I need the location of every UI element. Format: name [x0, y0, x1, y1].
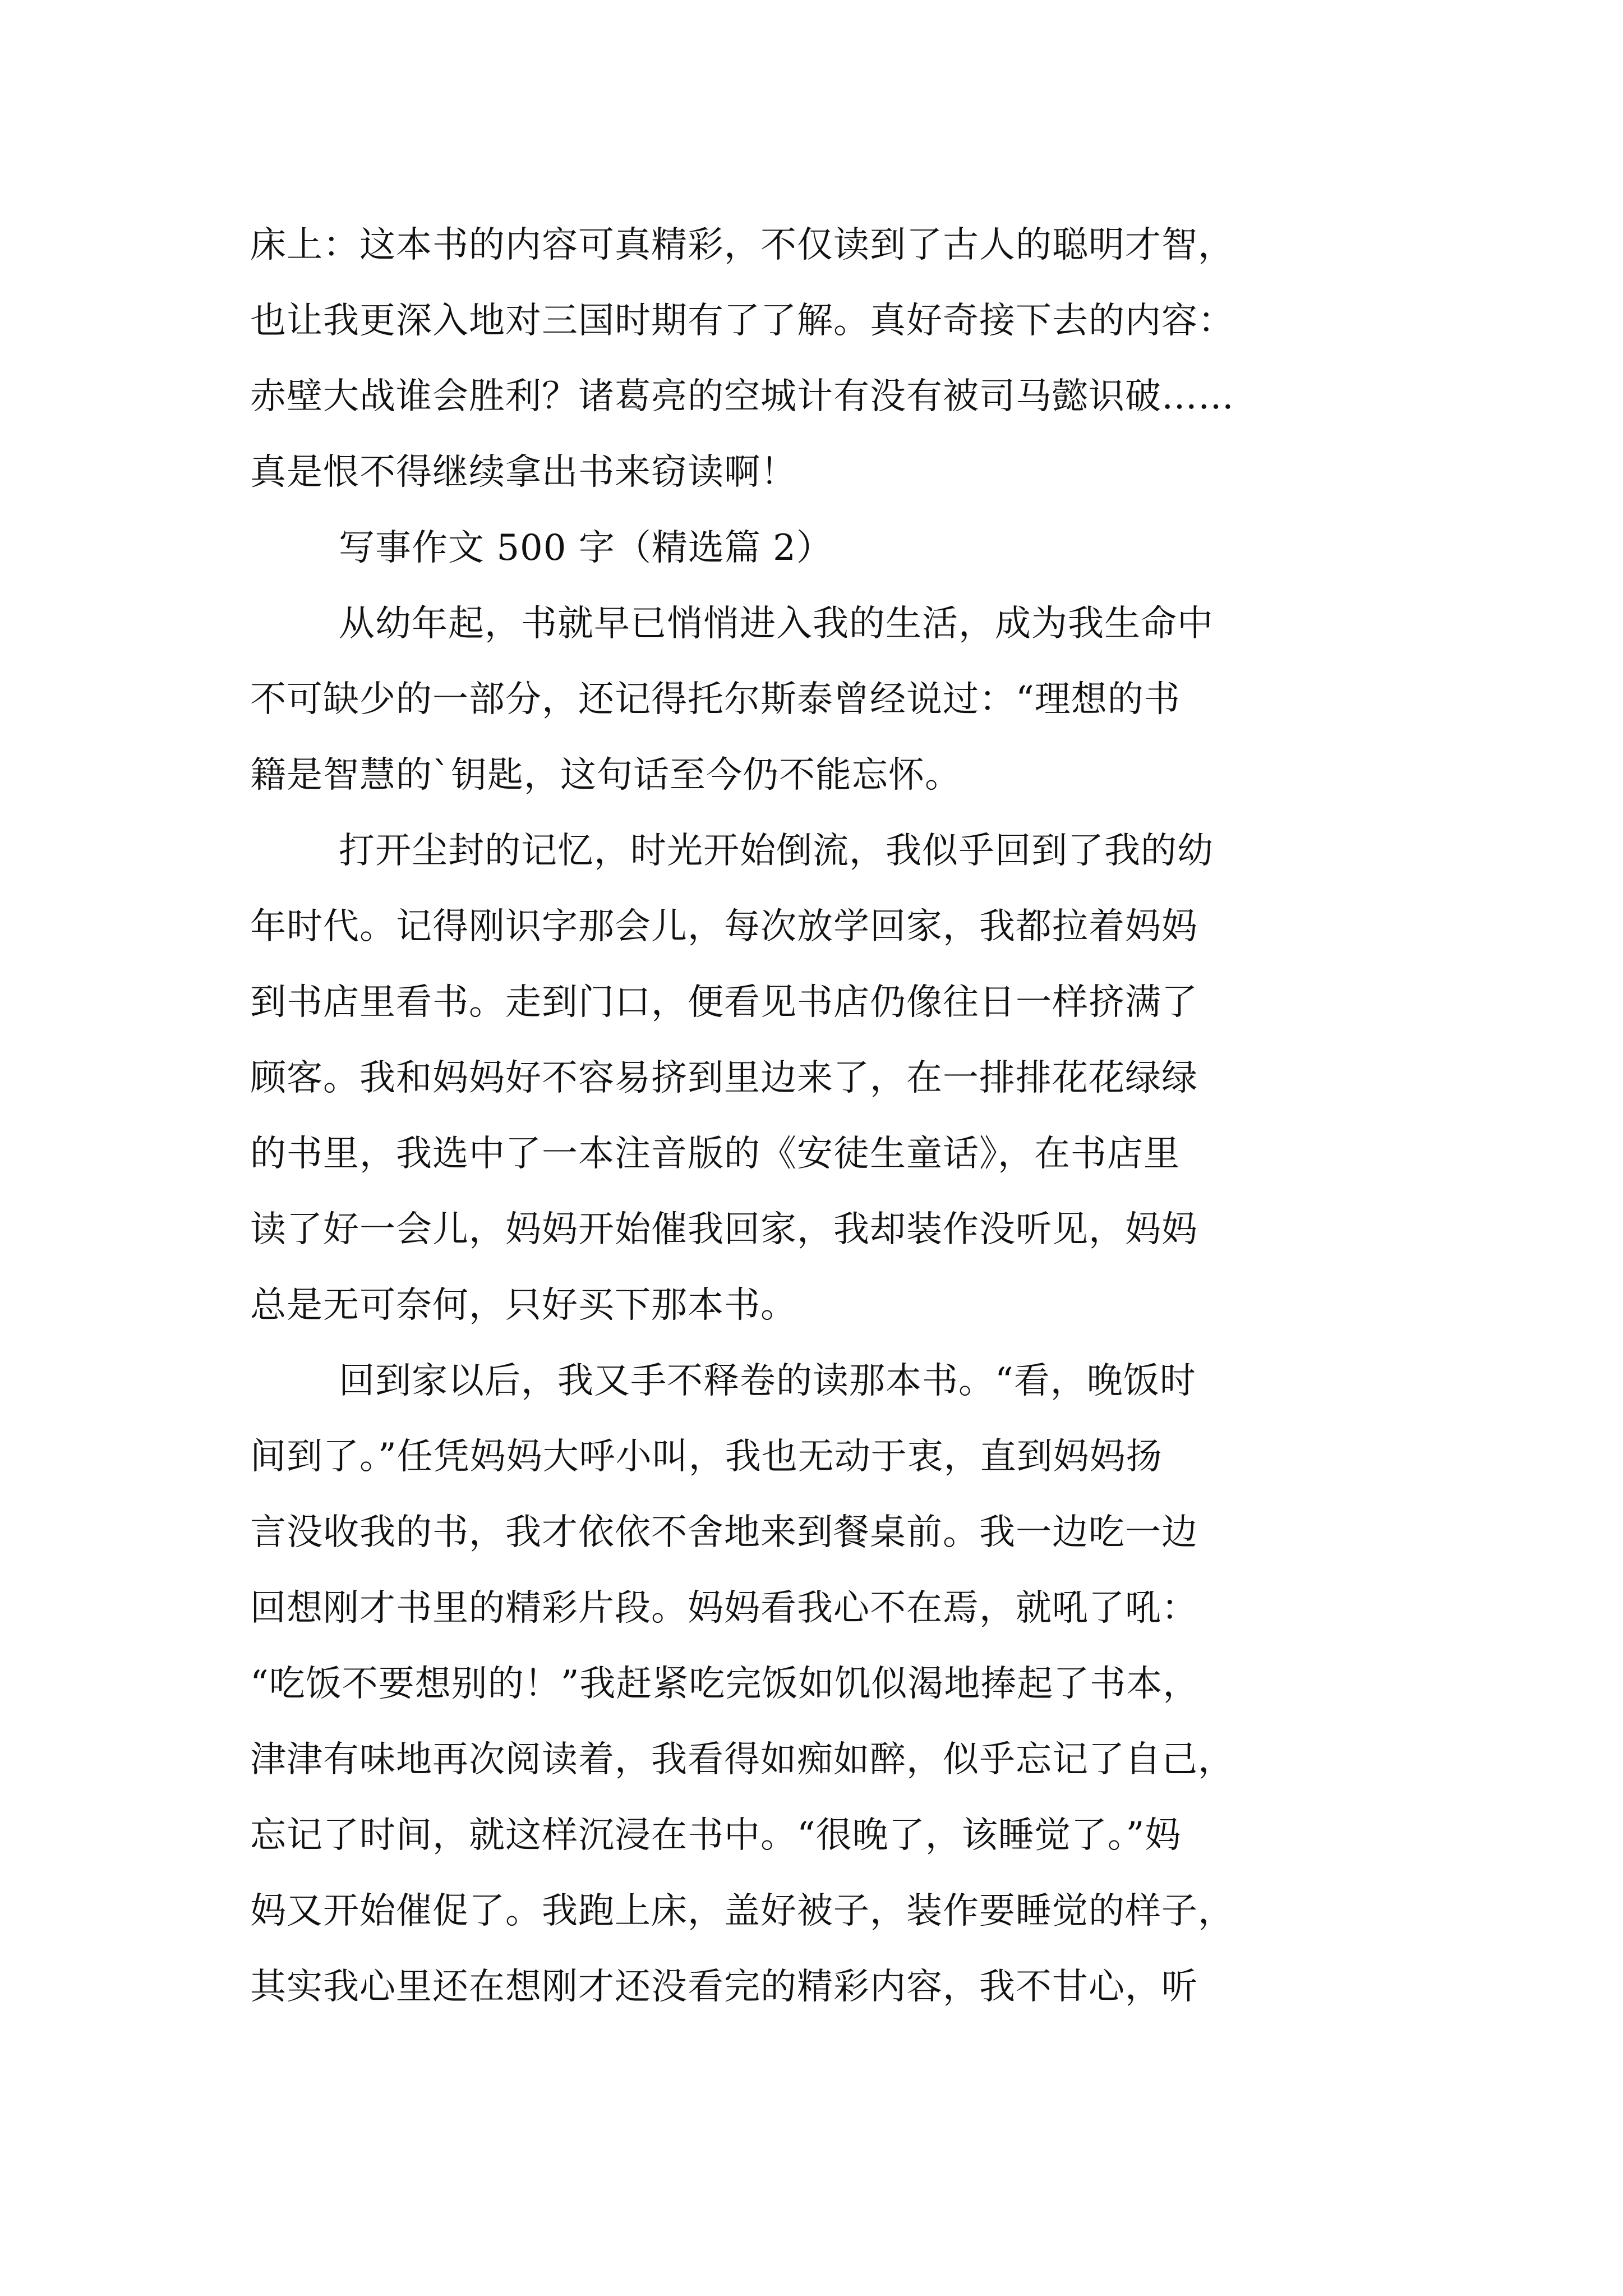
text-line: 其实我心里还在想刚才还没看完的精彩内容，我不甘心，听	[250, 1966, 1198, 2008]
text-line: 打开尘封的记忆，时光开始倒流，我似乎回到了我的幼	[339, 830, 1214, 872]
text-line: 妈又开始催促了。我跑上床，盖好被子，装作要睡觉的样子，	[250, 1890, 1234, 1932]
text-line: 读了好一会儿，妈妈开始催我回家，我却装作没听见，妈妈	[250, 1209, 1198, 1250]
text-line: 年时代。记得刚识字那会儿，每次放学回家，我都拉着妈妈	[250, 906, 1198, 947]
text-line: 籍是智慧的`钥匙，这句话至今仍不能忘怀。	[250, 754, 961, 796]
text-line: 也让我更深入地对三国时期有了了解。真好奇接下去的内容：	[250, 300, 1234, 342]
text-line: 总是无可奈何，只好买下那本书。	[250, 1285, 797, 1326]
text-line: 赤壁大战谁会胜利？诸葛亮的空城计有没有被司马懿识破……	[250, 376, 1234, 417]
body-text	[250, 208, 1372, 2025]
text-line: 写事作文 500 字（精选篇 2）	[339, 527, 833, 569]
text-line: 津津有味地再次阅读着，我看得如痴如醉，似乎忘记了自己，	[250, 1739, 1234, 1780]
text-line: 的书里，我选中了一本注音版的《安徒生童话》，在书店里	[250, 1133, 1180, 1175]
text-line: 从幼年起，书就早已悄悄进入我的生活，成为我生命中	[339, 603, 1214, 645]
text-line: 床上：这本书的内容可真精彩，不仅读到了古人的聪明才智，	[250, 224, 1234, 266]
text-line: 不可缺少的一部分，还记得托尔斯泰曾经说过：“理想的书	[250, 679, 1181, 720]
text-line: 到书店里看书。走到门口，便看见书店仍像往日一样挤满了	[250, 982, 1198, 1023]
text-line: 忘记了时间，就这样沉浸在书中。“很晚了，该睡觉了。”妈	[250, 1815, 1182, 1856]
text-line: 间到了。”任凭妈妈大呼小叫，我也无动于衷，直到妈妈扬	[250, 1436, 1163, 1478]
text-line: 顾客。我和妈妈好不容易挤到里边来了，在一排排花花绿绿	[250, 1057, 1198, 1099]
text-line: 言没收我的书，我才依依不舍地来到餐桌前。我一边吃一边	[250, 1512, 1198, 1553]
text-line: “吃饭不要想别的！”我赶紧吃完饭如饥似渴地捧起了书本，	[250, 1663, 1200, 1705]
text-line: 回到家以后，我又手不释卷的读那本书。“看，晚饭时	[339, 1360, 1196, 1402]
text-line: 回想刚才书里的精彩片段。妈妈看我心不在焉，就吼了吼：	[250, 1588, 1198, 1629]
text-line: 真是恨不得继续拿出书来窃读啊！	[250, 452, 797, 493]
